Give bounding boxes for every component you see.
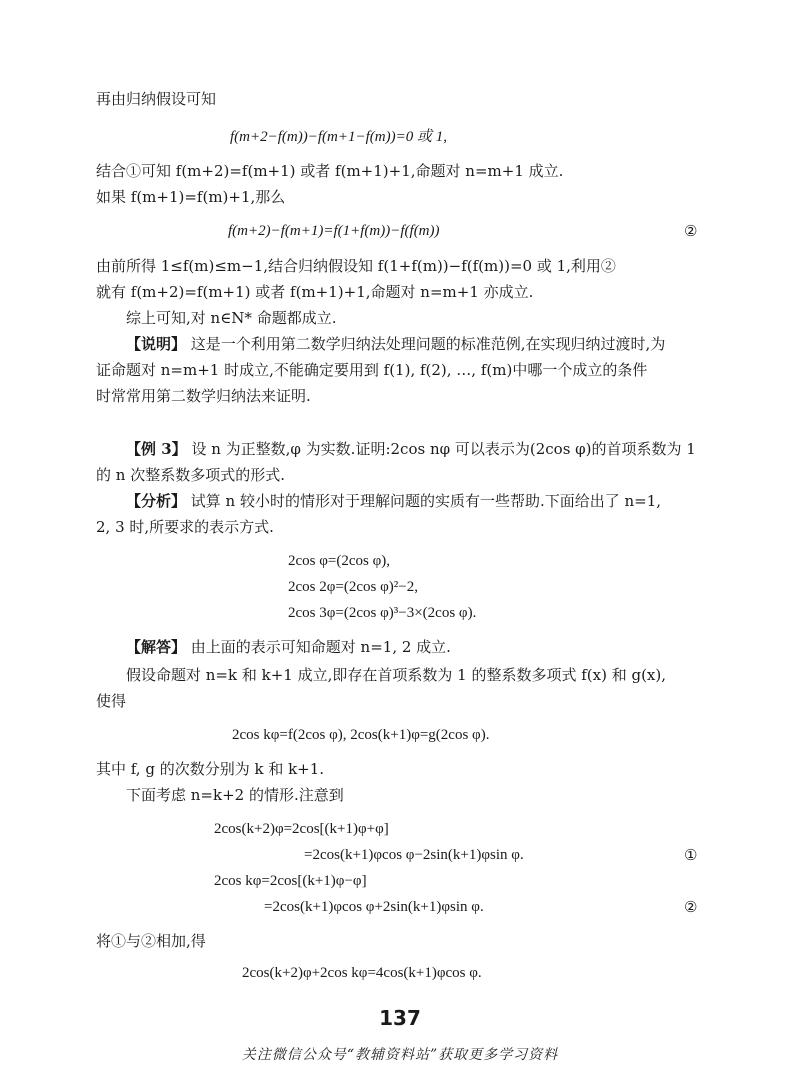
note-label: 【说明】 <box>126 335 187 353</box>
text-line: 假设命题对 n=k 和 k+1 成立,即存在首项系数为 1 的整系数多项式 f(x) 和 g(x), <box>126 666 666 684</box>
text-line: 2, 3 时,所要求的表示方式. <box>96 518 274 536</box>
text-line: 时常常用第二数学归纳法来证明. <box>96 387 311 405</box>
analysis-label: 【分析】 <box>126 492 187 510</box>
text-line: 的 n 次整系数多项式的形式. <box>96 466 285 484</box>
text-line: 由前所得 1≤f(m)≤m−1,结合归纳假设知 f(1+f(m))−f(f(m))=0 或 1,利用② <box>96 257 616 275</box>
formula: 2cos kφ=2cos[(k+1)φ−φ] <box>214 873 367 889</box>
footer-note: 关注微信公众号“教辅资料站”获取更多学习资料 <box>241 1047 559 1063</box>
formula: 2cos(k+2)φ=2cos[(k+1)φ+φ] <box>214 821 389 837</box>
text-line: 再由归纳假设可知 <box>96 90 217 108</box>
formula: f(m+2)−f(m+1)=f(1+f(m))−f(f(m)) <box>228 223 440 239</box>
text-line: 就有 f(m+2)=f(m+1) 或者 f(m+1)+1,命题对 n=m+1 亦成立. <box>96 283 534 301</box>
text-line: 下面考虑 n=k+2 的情形.注意到 <box>126 786 344 804</box>
text-line: 证命题对 n=m+1 时成立,不能确定要用到 f(1), f(2), …, f(m)中哪一个成立的条件 <box>96 361 648 379</box>
text-line: 如果 f(m+1)=f(m)+1,那么 <box>96 188 286 206</box>
example-label: 【例 3】 <box>126 440 187 458</box>
answer-label: 【解答】 <box>126 638 187 656</box>
text-line: 这是一个利用第二数学归纳法处理问题的标准范例,在实现归纳过渡时,为 <box>186 335 666 353</box>
formula: f(m+2−f(m))−f(m+1−f(m))=0 或 1, <box>230 129 447 145</box>
text-line: 综上可知,对 n∈N* 命题都成立. <box>126 309 337 327</box>
equation-tag: ② <box>684 222 698 240</box>
text-line: 设 n 为正整数,φ 为实数.证明:2cos nφ 可以表示为(2cos φ)的首项系数为 1 <box>186 440 696 458</box>
equation-tag: ② <box>684 898 698 916</box>
page-number: 137 <box>379 1006 421 1030</box>
text-line: 由上面的表示可知命题对 n=1, 2 成立. <box>186 638 451 656</box>
formula: =2cos(k+1)φcos φ−2sin(k+1)φsin φ. <box>304 847 524 863</box>
text-line: 使得 <box>96 692 127 710</box>
text-line: 将①与②相加,得 <box>96 932 206 950</box>
text-line: 试算 n 较小时的情形对于理解问题的实质有一些帮助.下面给出了 n=1, <box>186 492 662 510</box>
equation-tag: ① <box>684 846 698 864</box>
text-line: 结合①可知 f(m+2)=f(m+1) 或者 f(m+1)+1,命题对 n=m+1 成立. <box>96 162 564 180</box>
formula: 2cos 2φ=(2cos φ)²−2, <box>288 579 418 595</box>
formula: 2cos 3φ=(2cos φ)³−3×(2cos φ). <box>288 605 477 621</box>
formula: 2cos φ=(2cos φ), <box>288 553 391 569</box>
formula: =2cos(k+1)φcos φ+2sin(k+1)φsin φ. <box>264 899 484 915</box>
formula: 2cos kφ=f(2cos φ), 2cos(k+1)φ=g(2cos φ). <box>232 727 490 743</box>
text-line: 其中 f, g 的次数分别为 k 和 k+1. <box>96 760 325 778</box>
formula: 2cos(k+2)φ+2cos kφ=4cos(k+1)φcos φ. <box>242 965 482 981</box>
